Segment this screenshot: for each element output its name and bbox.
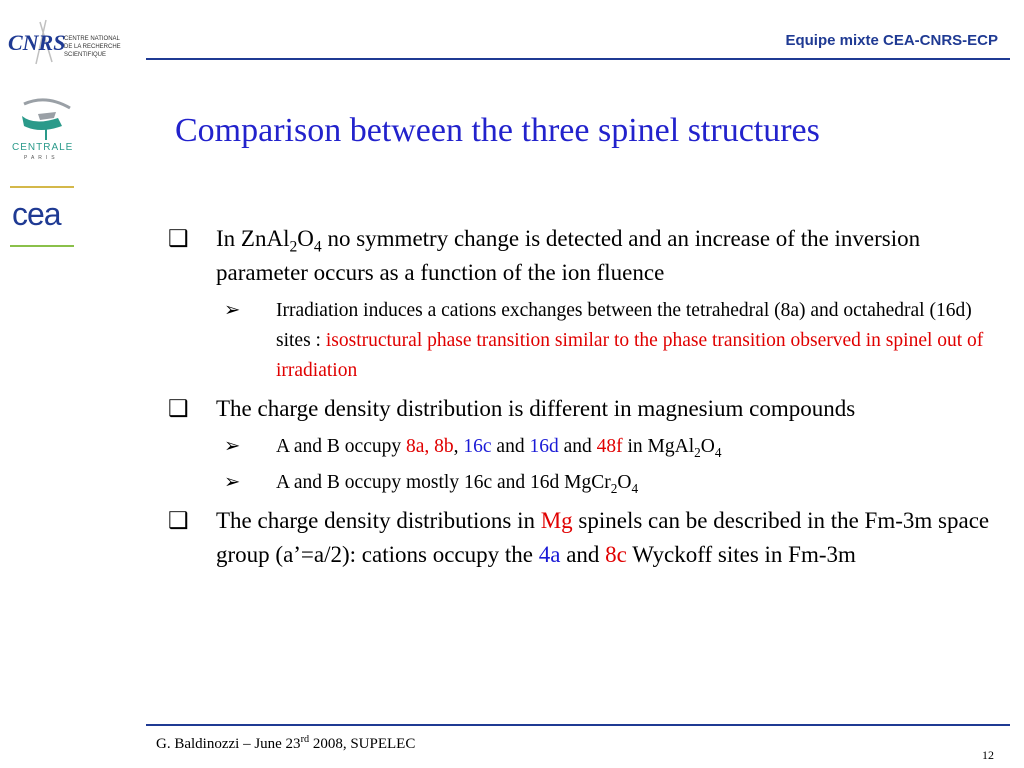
cnrs-line-3: SCIENTIFIQUE: [64, 52, 107, 58]
bullet-text: In $ZnAl_2O_4$ no symmetry change is detected and an increase of the inversion parameter occurs as a function of the ion fluence: [216, 226, 921, 285]
bullet-text: The charge density distributions in Mg spinels can be described in the Fm-3m space group (a’=a/2): cations occupy the 4a and 8c Wyckoff sites in Fm-3m: [216, 508, 990, 567]
sub-bullet-mgal2o4: [160, 432, 990, 462]
bullet-text: A and B occupy 8a, 8b, 16c and 16d and 48f in $MgAl_2O_4$: [276, 436, 722, 460]
page-number: 12: [982, 748, 994, 762]
cnrs-line-1: CENTRE NATIONAL: [64, 36, 120, 42]
page-title: Comparison between the three spinel structures: [175, 112, 820, 149]
cnrs-logo-mark: [6, 18, 146, 68]
bullet-charge-density: [160, 392, 990, 426]
bullet-text: A and B occupy mostly 16c and 16d $MgCr_2O_4$: [276, 472, 639, 496]
cnrs-line-2: DE LA RECHERCHE: [64, 44, 121, 50]
footer-rule: [146, 724, 1010, 726]
header-rule: [146, 58, 1010, 60]
centrale-name: CENTRALE: [12, 142, 74, 153]
centrale-sub: PARIS: [24, 155, 59, 161]
cnrs-letters: CNRS: [8, 30, 66, 55]
bullet-mg-spinels: [160, 504, 990, 572]
cea-name: cea: [12, 196, 61, 232]
arrow-bullet-icon: ➢: [224, 472, 241, 493]
arrow-bullet-icon: ➢: [224, 300, 241, 321]
arrow-bullet-icon: ➢: [224, 436, 241, 457]
sub-bullet-mgcr2o4: [160, 468, 990, 498]
bullet-znal2o4: [160, 222, 990, 290]
centrale-logo: [10, 96, 80, 162]
square-bullet-icon: ❑: [168, 508, 189, 533]
team-header: Equipe mixte CEA-CNRS-ECP: [785, 32, 998, 49]
square-bullet-icon: ❑: [168, 226, 189, 251]
slide-content: [160, 222, 990, 578]
centrale-logo-mark: [10, 96, 80, 162]
footer-credit: G. Baldinozzi – June 23rd 2008, SUPELEC: [156, 734, 416, 752]
bullet-text: Irradiation induces a cations exchanges between the tetrahedral (8a) and octahedral (16d) sites : isostructural phase transition similar to the phase transition observed in spinel out of irradiation: [276, 300, 984, 381]
sub-bullet-irradiation: [160, 296, 990, 386]
cea-logo: [12, 196, 61, 233]
cnrs-logo: [6, 18, 146, 68]
sidebar-divider-yellow: [10, 186, 74, 188]
bullet-text: The charge density distribution is different in magnesium compounds: [216, 396, 856, 421]
sidebar-divider-green: [10, 245, 74, 247]
square-bullet-icon: ❑: [168, 396, 189, 421]
